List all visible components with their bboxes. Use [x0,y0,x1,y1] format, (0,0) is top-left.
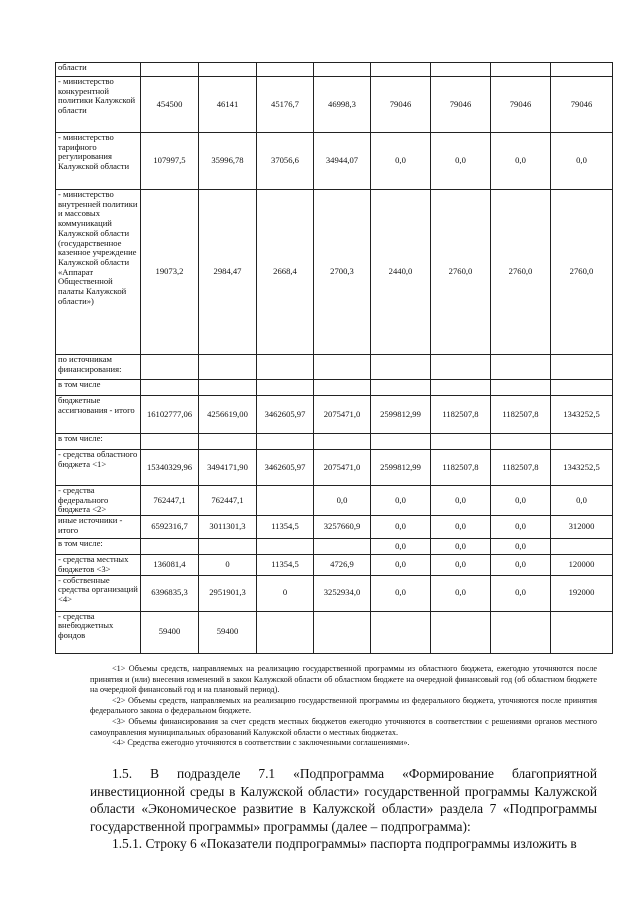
table-cell [491,63,551,77]
table-body [56,63,613,654]
table-cell [141,355,199,380]
table-cell: 2984,47 [199,190,257,355]
table-cell [314,434,371,450]
table-cell: 0,0 [551,133,613,190]
table-cell [371,63,431,77]
table-row [56,63,613,77]
row-label: в том числе: [56,434,141,450]
table-row [56,190,613,355]
table-cell [257,434,314,450]
table-cell [491,611,551,653]
table-cell [257,63,314,77]
table-cell: 37056,6 [257,133,314,190]
table-cell [257,355,314,380]
table-cell [491,434,551,450]
table-cell: 35996,78 [199,133,257,190]
table-cell [257,539,314,555]
table-cell: 0,0 [491,486,551,516]
table-cell [551,380,613,396]
footnote-1: <1> Объемы средств, направляемых на реализацию государственной программы из областного бюджета, ежегодно уточняются после принятия и (или) внесения изменений в закон Калужской области об областном бюджете на очередной финансовый год (об областном бюджете на очередной финансовый год и на плановый период). [90,664,597,695]
table-cell: 0,0 [371,575,431,611]
table-cell: 34944,07 [314,133,371,190]
table-cell: 6592316,7 [141,516,199,539]
table-cell [551,434,613,450]
footnote-3: <3> Объемы финансирования за счет средств местных бюджетов ежегодно уточняются в соответствии с решениями органов местного самоуправления муниципальных образований Калужской области о местных бюджетах. [90,716,597,737]
table-cell: 762447,1 [141,486,199,516]
table-cell: 107997,5 [141,133,199,190]
table-cell: 6396835,3 [141,575,199,611]
table-cell: 46998,3 [314,77,371,133]
table-cell: 0,0 [431,575,491,611]
table-cell: 1343252,5 [551,450,613,486]
row-label: иные источники - итого [56,516,141,539]
table-cell [314,611,371,653]
table-cell [551,63,613,77]
table-cell: 762447,1 [199,486,257,516]
table-row [56,133,613,190]
table-cell: 4256619,00 [199,396,257,434]
table-cell: 3494171,90 [199,450,257,486]
table-cell [314,539,371,555]
table-row [56,486,613,516]
table-cell [314,63,371,77]
table-cell: 2951901,3 [199,575,257,611]
table-row [56,355,613,380]
row-label: - средства областного бюджета <1> [56,450,141,486]
table-cell: 59400 [141,611,199,653]
table-cell: 2760,0 [431,190,491,355]
table-row [56,539,613,555]
table-cell [199,380,257,396]
footnotes [90,664,597,749]
table-row [56,380,613,396]
table-cell: 0,0 [491,539,551,555]
table-cell: 0,0 [371,539,431,555]
table-cell: 16102777,06 [141,396,199,434]
row-label: - средства федерального бюджета <2> [56,486,141,516]
table-cell: 1182507,8 [431,396,491,434]
table-cell: 0,0 [371,516,431,539]
row-label: - средства местных бюджетов <3> [56,555,141,575]
table-cell [199,63,257,77]
table-cell: 0 [257,575,314,611]
paragraph-1-5-1: 1.5.1. Строку 6 «Показатели подпрограммы» паспорта подпрограммы изложить в [112,836,577,852]
table-row [56,611,613,653]
table-cell: 79046 [491,77,551,133]
table-cell: 19073,2 [141,190,199,355]
table-cell: 1343252,5 [551,396,613,434]
table-cell: 59400 [199,611,257,653]
table-cell [431,611,491,653]
table-cell: 45176,7 [257,77,314,133]
table-cell [199,355,257,380]
financing-table [55,62,613,654]
table-cell: 1182507,8 [491,396,551,434]
table-cell [431,380,491,396]
table-cell [491,380,551,396]
table-cell: 2760,0 [491,190,551,355]
table-cell: 0,0 [431,539,491,555]
table-row [56,434,613,450]
table-cell: 4726,9 [314,555,371,575]
table-cell: 0,0 [371,555,431,575]
table-row [56,555,613,575]
table-row [56,450,613,486]
table-cell: 79046 [551,77,613,133]
table-cell [199,434,257,450]
table-cell: 3462605,97 [257,450,314,486]
table-cell: 0,0 [314,486,371,516]
table-cell: 2700,3 [314,190,371,355]
table-cell: 3252934,0 [314,575,371,611]
row-label: - министерство тарифного регулирования Калужской области [56,133,141,190]
row-label: области [56,63,141,77]
table-cell: 136081,4 [141,555,199,575]
row-label: в том числе [56,380,141,396]
table-cell: 454500 [141,77,199,133]
table-cell [141,63,199,77]
table-cell: 0 [199,555,257,575]
table-cell [431,434,491,450]
table-cell: 79046 [431,77,491,133]
table-cell [257,380,314,396]
paragraph-1-5: 1.5. В подразделе 7.1 «Подпрограмма «Формирование благоприятной инвестиционной среды в Калужской области» государственной программы Калужской области «Экономическое развитие в Калужской области» раздела 7 «Подпрограммы государственной программы» программы (далее – подпрограмма): [90,766,597,834]
table-cell: 46141 [199,77,257,133]
table-cell: 0,0 [431,486,491,516]
table-cell [141,434,199,450]
table-cell: 2599812,99 [371,450,431,486]
table-cell [141,539,199,555]
table-cell [257,486,314,516]
table-cell [431,63,491,77]
row-label: - министерство внутренней политики и массовых коммуникаций Калужской области (государственное казенное учреждение Калужской области «Аппарат Общественной палаты Калужской области») [56,190,141,355]
table-cell [257,611,314,653]
row-label: по источникам финансирования: [56,355,141,380]
table-cell: 3462605,97 [257,396,314,434]
table-row [56,396,613,434]
table-row [56,575,613,611]
table-cell: 11354,5 [257,555,314,575]
table-cell [314,380,371,396]
table-cell: 0,0 [491,516,551,539]
table-cell [199,539,257,555]
table-cell: 0,0 [491,555,551,575]
table-cell: 0,0 [371,486,431,516]
table-cell: 192000 [551,575,613,611]
table-cell: 79046 [371,77,431,133]
table-cell: 15340329,96 [141,450,199,486]
table-cell: 2075471,0 [314,396,371,434]
table-cell: 0,0 [551,486,613,516]
table-cell [551,539,613,555]
table-cell [371,355,431,380]
table-cell [491,355,551,380]
table-cell: 2760,0 [551,190,613,355]
table-cell: 1182507,8 [491,450,551,486]
table-cell: 3257660,9 [314,516,371,539]
table-cell: 2599812,99 [371,396,431,434]
row-label: - собственные средства организаций <4> [56,575,141,611]
table-cell [141,380,199,396]
table-cell: 2440,0 [371,190,431,355]
footnote-2: <2> Объемы средств, направляемых на реализацию государственной программы из федерального бюджета, уточняются после принятия федерального закона о федеральном бюджете. [90,695,597,716]
table-cell: 1182507,8 [431,450,491,486]
table-cell: 0,0 [431,133,491,190]
table-cell [314,355,371,380]
row-label: в том числе: [56,539,141,555]
body-text [90,765,597,853]
table-cell: 11354,5 [257,516,314,539]
table-cell [431,355,491,380]
table-row [56,77,613,133]
table-cell: 312000 [551,516,613,539]
table-cell [551,611,613,653]
row-label: - средства внебюджетных фондов [56,611,141,653]
table-cell: 3011301,3 [199,516,257,539]
table-cell: 0,0 [491,133,551,190]
table-cell: 0,0 [491,575,551,611]
table-cell: 2075471,0 [314,450,371,486]
table-cell: 120000 [551,555,613,575]
table-cell: 0,0 [371,133,431,190]
table-cell: 2668,4 [257,190,314,355]
table-row [56,516,613,539]
table-cell [371,611,431,653]
table-cell [371,380,431,396]
table-cell [551,355,613,380]
row-label: - министерство конкурентной политики Калужской области [56,77,141,133]
table-cell [371,434,431,450]
table-cell: 0,0 [431,555,491,575]
row-label: бюджетные ассигнования - итого [56,396,141,434]
footnote-4: <4> Средства ежегодно уточняются в соответствии с заключенными соглашениями». [112,738,410,748]
table-cell: 0,0 [431,516,491,539]
